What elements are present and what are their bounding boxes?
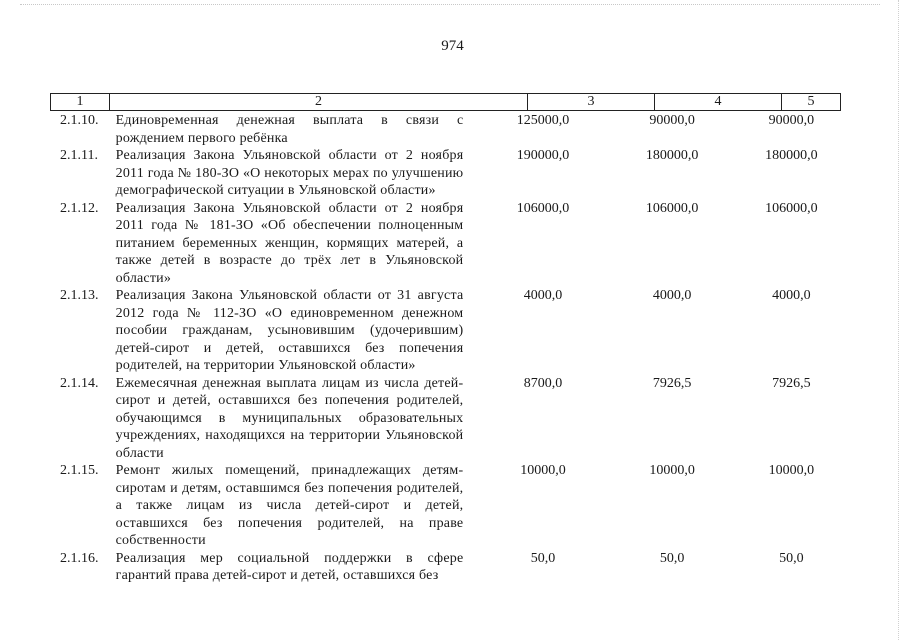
row-value-col3: 125000,0 <box>516 113 570 128</box>
row-description: Реализация мер социальной поддержки в сфере гарантий права детей-сирот и детей, оставшихся без <box>115 550 464 583</box>
header-col-3: 3 <box>528 94 655 110</box>
table-row <box>50 375 841 463</box>
row-description: Реализация Закона Ульяновской области от 2 ноября 2011 года № 181-ЗО «Об обеспечении полноценным питанием беременных женщин, кормящих матерей, а также детей в возрасте до трёх лет в Ульяновской области» <box>115 200 464 286</box>
row-number: 2.1.10. <box>60 113 99 128</box>
row-value-col3: 8700,0 <box>523 375 563 391</box>
row-description: Ремонт жилых помещений, принадлежащих детям-сиротам и детям, оставшимся без попечения родителей, а также лицам из числа детей-сирот и детей, оставшихся без попечения родителей, на праве собственности <box>115 463 464 548</box>
row-number: 2.1.14. <box>60 375 99 391</box>
table-row <box>50 462 841 550</box>
row-value-col4: 10000,0 <box>649 463 695 478</box>
row-value-col4: 106000,0 <box>645 200 699 216</box>
row-value-col4: 90000,0 <box>649 113 695 128</box>
row-value-col3: 50,0 <box>530 550 556 566</box>
row-value-col3: 106000,0 <box>516 200 570 216</box>
row-value-col4: 7926,5 <box>652 375 692 391</box>
scan-edge-top <box>20 4 880 5</box>
row-description: Реализация Закона Ульяновской области от 2 ноября 2011 года № 180-ЗО «О некоторых мерах по улучшению демографической ситуации в Ульяновской области» <box>115 148 464 198</box>
row-value-col5: 106000,0 <box>765 200 818 216</box>
row-value-col5: 90000,0 <box>768 113 815 128</box>
row-value-col5: 7926,5 <box>772 375 811 391</box>
row-value-col4: 4000,0 <box>652 288 692 303</box>
scan-edge-right <box>898 0 899 640</box>
table-header <box>50 93 841 111</box>
header-col-5: 5 <box>807 94 815 109</box>
table-row <box>50 287 841 375</box>
row-value-col5: 4000,0 <box>772 288 811 303</box>
row-value-col5: 50,0 <box>779 550 804 566</box>
row-value-col4: 180000,0 <box>645 148 699 163</box>
row-value-col3: 10000,0 <box>520 463 566 478</box>
table-row <box>50 147 841 200</box>
header-col-2: 2 <box>110 94 528 110</box>
row-description: Ежемесячная денежная выплата лицам из числа детей-сирот и детей, оставшихся без попечения родителей, обучающимся в муниципальных образовательных учреждениях, находящихся на территории Ульяновской области <box>115 375 464 461</box>
row-value-col3: 190000,0 <box>516 148 570 163</box>
row-description: Реализация Закона Ульяновской области от 31 августа 2012 года № 112-ЗО «О единовременном денежном пособии гражданам, усыновившим (удочерившим) детей-сирот и детей, оставшихся без попечения родителей, на территории Ульяновской области» <box>115 288 464 373</box>
row-value-col4: 50,0 <box>659 550 685 566</box>
page-number: 974 <box>441 38 464 54</box>
table-row <box>50 200 841 288</box>
row-description: Единовременная денежная выплата в связи с рождением первого ребёнка <box>115 113 464 146</box>
header-col-4: 4 <box>655 94 782 110</box>
table-row <box>50 112 841 147</box>
row-number: 2.1.13. <box>60 288 99 303</box>
row-value-col5: 180000,0 <box>765 148 818 163</box>
row-number: 2.1.15. <box>60 463 99 478</box>
row-value-col5: 10000,0 <box>768 463 815 478</box>
header-col-1: 1 <box>51 94 110 110</box>
table-body <box>50 112 841 585</box>
row-number: 2.1.12. <box>60 200 99 216</box>
row-value-col3: 4000,0 <box>523 288 563 303</box>
row-number: 2.1.16. <box>60 550 99 566</box>
table-row <box>50 550 841 585</box>
row-number: 2.1.11. <box>60 148 98 163</box>
